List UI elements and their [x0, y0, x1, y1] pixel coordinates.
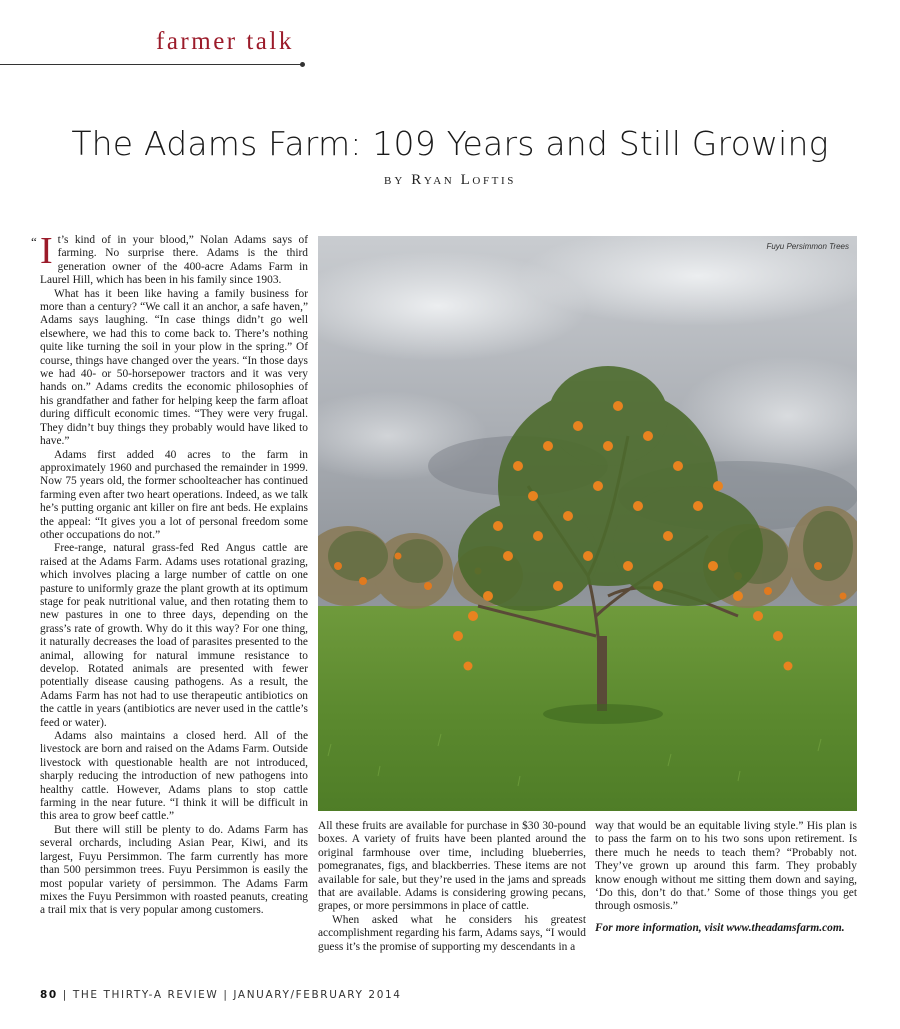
article-column-2: [318, 820, 586, 962]
paragraph-5: Adams also maintains a closed herd. All of the livestock are born and raised on the Adams Farm. Outside livestock with questionable health are not introduced, sharply reducing the introduction of new pathogens into healthy cattle. However, Adams plans to stop cattle farming in the near future. “I think it will be difficult in this area to grow beef cattle.”: [40, 730, 308, 823]
article-column-1: [40, 234, 308, 966]
paragraph-4: Free-range, natural grass-fed Red Angus cattle are raised at the Adams Farm. Adams uses rotational grazing, which involves placing a large number of cattle on one pasture to uniformly graze the plant growth at its optimum stage for peak nutritional value, and then rotating them to new pastures in one to three days, depending on the grass’s rate of growth. Why do it this way? For one thing, it naturally decreases the load of parasites presented to the animal, allowing for natural immune resistance to develop. Rotated animals are presented with fewer potentially disease causing pathogens. As a result, the Adams Farm has not had to use therapeutic antibiotics on the cattle in years (antibiotics are never used in the cattle’s feed or water).: [40, 542, 308, 729]
persimmon-photo: [318, 236, 857, 811]
paragraph-8-part-2: way that would be an equitable living style.” His plan is to pass the farm on to his two sons upon retirement. Is there much he needs to teach them? “Probably not. They’ve grown up around this farm. They probably know enough without me sitting them down and saying, ‘Do this, don’t do that.’ Some of those things you get through osmosis.”: [595, 820, 857, 913]
byline-name: Ryan Loftis: [411, 172, 516, 188]
byline: [0, 172, 900, 189]
paragraph-1: It’s kind of in your blood,” Nolan Adams says of farming. No surprise there. Adams is the third generation owner of the 400-acre Adams Farm in Laurel Hill, which has been in his family since 1903.: [40, 234, 308, 287]
page-number: 80: [40, 989, 58, 1001]
section-rule-dot: [300, 62, 305, 67]
photo-caption: Fuyu Persimmon Trees: [766, 242, 849, 251]
paragraph-3: Adams first added 40 acres to the farm in approximately 1960 and purchased the remainder in 1999. Now 75 years old, the former schoolteacher has continued farming even after two heart operations. Indeed, as we talk he’s putting organic ant killer on fire ant beds. He explains the appeal: “It gives you a lot of personal freedom some other occupations do not.”: [40, 448, 308, 541]
section-rule: [0, 64, 302, 65]
issue-date: JANUARY/FEBRUARY 2014: [233, 989, 402, 1001]
section-label: farmer talk: [156, 28, 294, 55]
paragraph-7: All these fruits are available for purchase in $30 30-pound boxes. A variety of fruits have been planted around the original farmhouse over time, including blueberries, pomegranates, figs, and blackberries. These items are not available for sale, but they’re used in the jams and spreads that are available. Adams is considering growing pecans, grapes, or more persimmons in place of cattle.: [318, 820, 586, 913]
open-quote: “: [31, 234, 37, 249]
more-info-link[interactable]: For more information, visit www.theadamsfarm.com.: [595, 921, 845, 934]
footer-separator-2: |: [223, 989, 229, 1001]
paragraph-6: But there will still be plenty to do. Adams Farm has several orchards, including Asian Pear, Kiwi, and its largest, Fuyu Persimmon. The farm currently has more than 500 persimmon trees. Fuyu Persimmon is easily the most popular variety of persimmon. The Adams Farm mixes the Fuyu Persimmon with roasted peanuts, creating a trail mix that is very popular among customers.: [40, 823, 308, 917]
footer-separator: |: [62, 989, 68, 1001]
paragraph-2: What has it been like having a family business for more than a century? “We call it an anchor, a safe haven,” Adams says laughing. “In case things didn’t go well elsewhere, we had this to come back to. There’s nothing quite like turning the soil in your plow in the spring.” Of course, things have changed over the years. “In those days we had 40- or 50-horsepower tractors and it was very hands on.” Adams credits the economic philosophies of his grandfather and father for helping keep the farm afloat during difficult economic times. “They were very frugal. They didn’t buy things they probably would have liked to have.”: [40, 287, 308, 448]
page-footer: [40, 989, 402, 1001]
article-title: The Adams Farm: 109 Years and Still Growing: [71, 124, 829, 163]
dropcap: I: [40, 234, 53, 272]
publication-name: THE THIRTY-A REVIEW: [72, 989, 219, 1001]
paragraph-8-part-1: When asked what he considers his greatest accomplishment regarding his farm, Adams says, “I would guess it’s the promise of supporting my descendants in a: [318, 913, 586, 953]
byline-prefix: BY: [384, 175, 406, 187]
article-column-3: [595, 820, 857, 940]
